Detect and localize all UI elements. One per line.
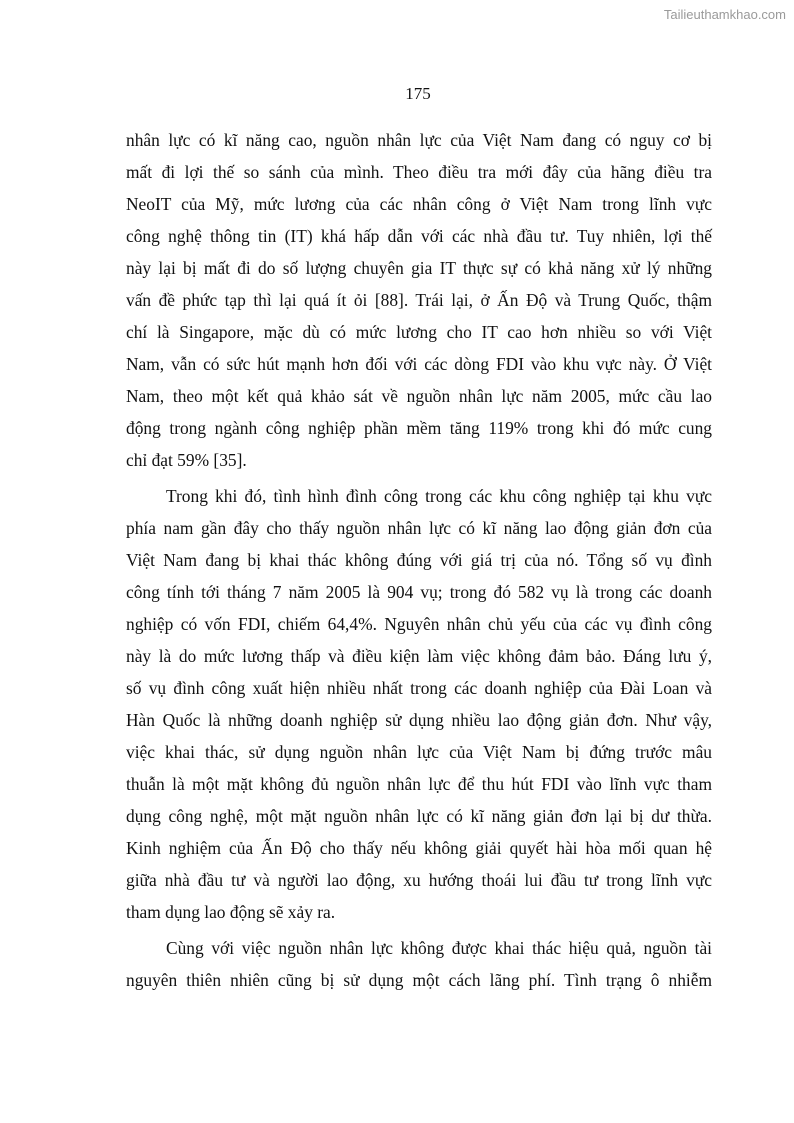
text-line: công tính tới tháng 7 năm 2005 là 904 vụ; trong đó 582 vụ là trong các doanh [126,582,712,602]
text-line: chỉ đạt 59% [35]. [126,450,247,470]
text-line: thuẫn là một mặt không đủ nguồn nhân lực để thu hút FDI vào lĩnh vực tham [126,774,712,794]
text-line: dụng công nghệ, một mặt nguồn nhân lực có kĩ năng giản đơn lại bị dư thừa. [126,806,712,826]
text-line: Nam, vẫn có sức hút mạnh hơn đối với các dòng FDI vào khu vực này. Ở Việt [126,354,712,374]
text-line: Cùng với việc nguồn nhân lực không được khai thác hiệu quả, nguồn tài [166,938,712,958]
text-line: phía nam gần đây cho thấy nguồn nhân lực có kĩ năng lao động giản đơn của [126,518,712,538]
text-line: này là do mức lương thấp và điều kiện làm việc không đảm bảo. Đáng lưu ý, [126,646,712,666]
text-line: Kinh nghiệm của Ấn Độ cho thấy nếu không giải quyết hài hòa mối quan hệ [126,838,712,858]
text-line: chí là Singapore, mặc dù có mức lương cho IT cao hơn nhiều so với Việt [126,322,712,342]
text-line: nghiệp có vốn FDI, chiếm 64,4%. Nguyên nhân chủ yếu của các vụ đình công [126,614,712,634]
text-line: Hàn Quốc là những doanh nghiệp sử dụng nhiều lao động giản đơn. Như vậy, [126,710,712,730]
text-line: NeoIT của Mỹ, mức lương của các nhân công ở Việt Nam trong lĩnh vực [126,194,712,214]
paragraph-1 [126,124,712,476]
paragraph-2 [126,480,712,928]
text-line: động trong ngành công nghiệp phần mềm tăng 119% trong khi đó mức cung [126,418,712,438]
text-line: Việt Nam đang bị khai thác không đúng với giá trị của nó. Tổng số vụ đình [126,550,712,570]
text-line: Nam, theo một kết quả khảo sát về nguồn nhân lực năm 2005, mức cầu lao [126,386,712,406]
document-body [126,124,712,996]
watermark: Tailieuthamkhao.com [663,7,786,22]
text-line: giữa nhà đầu tư và người lao động, xu hướng thoái lui đầu tư trong lĩnh vực [126,870,712,890]
text-line: vấn đề phức tạp thì lại quá ít ỏi [88]. Trái lại, ở Ấn Độ và Trung Quốc, thậm [126,290,712,310]
text-line: này lại bị mất đi do số lượng chuyên gia IT thực sự có khả năng xử lý những [126,258,712,278]
text-line: Trong khi đó, tình hình đình công trong các khu công nghiệp tại khu vực [166,486,712,506]
text-line: tham dụng lao động sẽ xảy ra. [126,902,336,922]
page-number: 175 [405,84,431,103]
text-line: nhân lực có kĩ năng cao, nguồn nhân lực của Việt Nam đang có nguy cơ bị [126,130,712,150]
text-line: mất đi lợi thế so sánh của mình. Theo điều tra mới đây của hãng điều tra [126,162,712,182]
text-line: công nghệ thông tin (IT) khá hấp dẫn với các nhà đầu tư. Tuy nhiên, lợi thế [126,226,712,246]
text-line: số vụ đình công xuất hiện nhiều nhất trong các doanh nghiệp của Đài Loan và [126,678,712,698]
paragraph-3 [126,932,712,996]
text-line: việc khai thác, sử dụng nguồn nhân lực của Việt Nam bị đứng trước mâu [126,742,712,762]
text-line: nguyên thiên nhiên cũng bị sử dụng một cách lãng phí. Tình trạng ô nhiễm [126,970,712,990]
